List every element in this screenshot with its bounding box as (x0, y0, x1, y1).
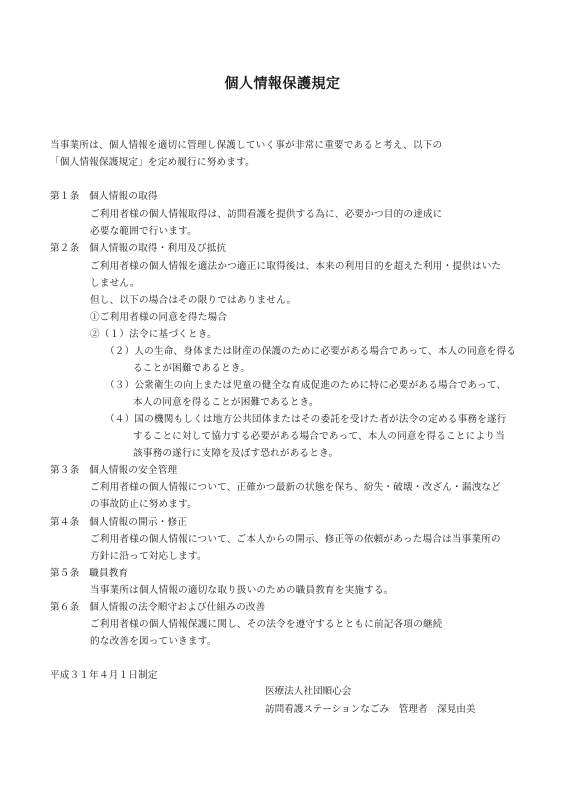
article-1-heading: 第１条 個人情報の取得 (50, 191, 158, 202)
signature-org: 医療法人社団順心会 (265, 686, 352, 697)
article-6-body-line: 的な改善を図っていきます。 (90, 636, 217, 647)
article-2-heading: 第２条 個人情報の取得・利用及び抵抗 (50, 243, 227, 254)
article-2-body-line: 本人の同意を得ることが困難であるとき。 (133, 397, 319, 408)
article-2-body-line: （２）人の生命、身体または財産の保護のために必要がある場合であって、本人の同意を得る (105, 346, 517, 357)
intro-line-1: 当事業所は、個人情報を適切に管理し保護していく事が非常に重要であると考え、以下の (50, 140, 443, 151)
article-4-heading: 第４条 個人情報の開示・修正 (50, 517, 188, 528)
article-1-body-line: 必要な範囲で行います。 (90, 226, 197, 237)
intro-line-2: 「個人情報保護規定」を定め履行に努めます。 (50, 157, 255, 168)
article-5-heading: 第５条 職員教育 (50, 568, 129, 579)
signature-station-manager: 訪問看護ステーションなごみ 管理者 深見由美 (265, 704, 476, 715)
article-4-body-line: 方針に沿って対応します。 (90, 551, 207, 562)
article-1-body-line: ご利用者様の個人情報取得は、訪問看護を提供する為に、必要かつ目的の達成に (90, 209, 443, 220)
enacted-date: 平成３１年４月１日制定 (50, 670, 158, 681)
article-5-body-line: 当事業所は個人情報の適切な取り扱いのための職員教育を実施する。 (90, 585, 394, 596)
article-2-body-line: 該事務の遂行に支障を及ぼす恐れがあるとき。 (133, 448, 339, 459)
article-2-body-line: （３）公衆衛生の向上または児童の健全な育成促進のために特に必要がある場合であって、 (105, 380, 507, 391)
article-3-body-line: の事故防止に努めます。 (90, 499, 197, 510)
article-2-body-line: することに対して協力する必要がある場合であって、本人の同意を得ることにより当 (133, 431, 505, 442)
article-3-heading: 第３条 個人情報の安全管理 (50, 465, 178, 476)
article-2-body-line: ①ご利用者様の同意を得た場合 (90, 312, 228, 323)
article-2-body-line: ②（１）法令に基づくとき。 (90, 329, 217, 340)
article-2-body-line: 但し、以下の場合はその限りではありません。 (90, 295, 297, 306)
article-2-body-line: ることが困難であるとき。 (133, 363, 251, 374)
article-3-body-line: ご利用者様の個人情報について、正確かつ最新の状態を保ち、紛失・破壊・改ざん・漏洩など (90, 482, 501, 493)
article-6-body-line: ご利用者様の個人情報保護に関し、その法令を遵守するとともに前記各項の継続 (90, 619, 443, 630)
article-2-body-line: しません。 (90, 278, 140, 289)
article-2-body-line: ご利用者様の個人情報を適法かつ適正に取得後は、本来の利用目的を超えた利用・提供はいた (90, 261, 502, 272)
document-title: 個人情報保護規定 (224, 76, 341, 92)
article-6-heading: 第６条 個人情報の法令順守および仕組みの改善 (50, 602, 266, 613)
article-4-body-line: ご利用者様の個人情報について、ご本人からの開示、修正等の依頼があった場合は当事業所の (90, 534, 501, 545)
article-2-body-line: （４）国の機関もしくは地方公共団体またはその委託を受けた者が法令の定める事務を遂行 (105, 414, 507, 425)
